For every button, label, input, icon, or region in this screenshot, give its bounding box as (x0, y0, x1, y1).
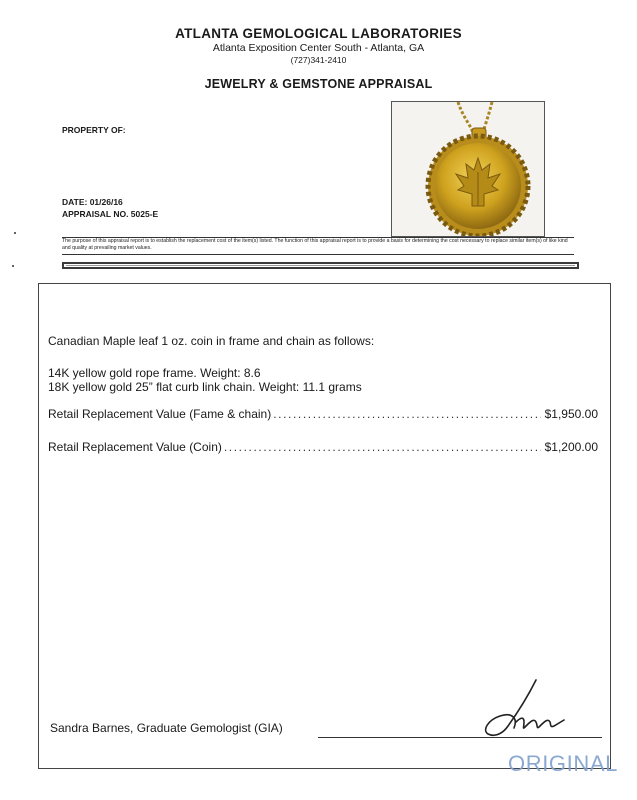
signature-mark (478, 678, 568, 742)
report-title: JEWELRY & GEMSTONE APPRAISAL (204, 77, 433, 91)
value-amount: $1,950.00 (544, 407, 598, 421)
appraisal-number: APPRAISAL NO. 5025-E (62, 209, 159, 219)
scan-speck (12, 265, 14, 267)
lab-phone: (727)341-2410 (290, 55, 347, 65)
original-stamp: ORIGINAL (508, 751, 618, 776)
maple-leaf-coin-icon (392, 102, 544, 236)
dot-leader (224, 440, 541, 454)
value-row-coin (48, 440, 598, 454)
lab-address: Atlanta Exposition Center South - Atlanta, GA (212, 42, 425, 54)
lab-name: ATLANTA GEMOLOGICAL LABORATORIES (175, 26, 462, 41)
dot-leader (273, 407, 540, 421)
chain-detail: 18K yellow gold 25” flat curb link chain. Weight: 11.1 grams (48, 380, 362, 394)
value-amount: $1,200.00 (544, 440, 598, 454)
value-label: Retail Replacement Value (Coin) (48, 440, 222, 454)
scan-speck (14, 232, 16, 234)
item-photo (391, 101, 545, 237)
double-rule-bar (62, 262, 579, 269)
value-row-frame-chain (48, 407, 598, 421)
date-line: DATE: 01/26/16 (62, 197, 123, 207)
property-of-label: PROPERTY OF: (62, 125, 126, 135)
purpose-statement: The purpose of this appraisal report is to establish the replacement cost of the item(s) listed. The function of this appraisal report is to provide a basis for determining the cost necessary to replace similar item(s) of like kind and quality at prevailing market values. (62, 238, 568, 252)
frame-detail: 14K yellow gold rope frame. Weight: 8.6 (48, 366, 261, 380)
item-description: Canadian Maple leaf 1 oz. coin in frame and chain as follows: (48, 334, 375, 348)
divider (62, 254, 574, 255)
signer-name: Sandra Barnes, Graduate Gemologist (GIA) (50, 721, 283, 735)
value-label: Retail Replacement Value (Fame & chain) (48, 407, 272, 421)
